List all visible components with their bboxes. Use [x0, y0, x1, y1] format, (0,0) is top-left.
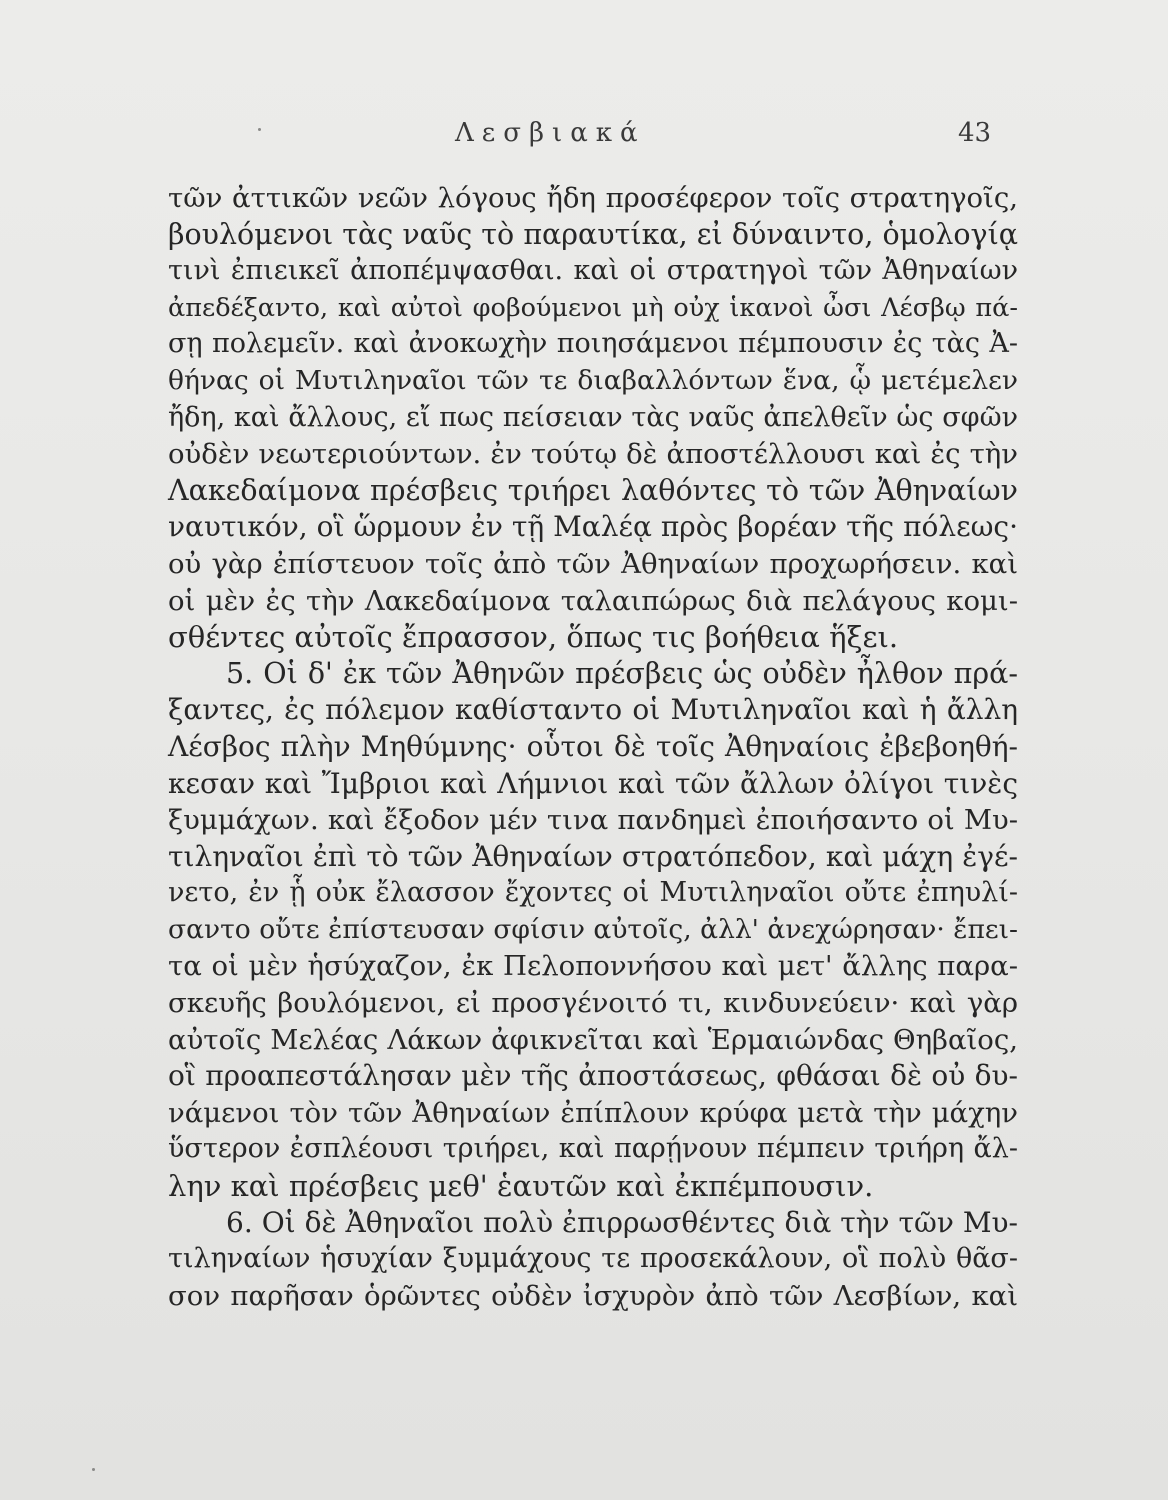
text-line: τιληναίων ἡσυχίαν ξυμμάχους τε προσεκάλουν, οἳ πολὺ θᾶσ-	[168, 1243, 1018, 1275]
text-line: σαντο οὔτε ἐπίστευσαν σφίσιν αὐτοῖς, ἀλλ' ἀνεχώρησαν· ἔπει-	[168, 913, 1018, 945]
text-line: σθέντες αὐτοῖς ἔπρασσον, ὅπως τις βοήθεια ἥξει.	[168, 620, 899, 655]
text-line: κεσαν καὶ Ἴμβριοι καὶ Λήμνιοι καὶ τῶν ἄλλων ὀλίγοι τινὲς	[168, 766, 1018, 800]
text-line: ξαντες, ἐς πόλεμον καθίσταντο οἱ Μυτιληναῖοι καὶ ἡ ἄλλη	[168, 693, 1018, 727]
text-line: ἤδη, καὶ ἄλλους, εἴ πως πείσειαν τὰς ναῦς ἀπελθεῖν ὡς σφῶν	[168, 401, 1018, 433]
text-line: νετο, ἐν ᾗ οὐκ ἔλασσον ἔχοντες οἱ Μυτιληναῖοι οὔτε ἐπηυλί-	[168, 877, 1018, 909]
text-line: οὐδὲν νεωτεριούντων. ἐν τούτῳ δὲ ἀποστέλλουσι καὶ ἐς τὴν	[168, 438, 1018, 471]
text-line: σῃ πολεμεῖν. καὶ ἀνοκωχὴν ποιησάμενοι πέμπουσιν ἐς τὰς Ἀ-	[168, 328, 1018, 360]
running-head-title: Λεσβιακά	[455, 118, 646, 148]
text-line: ναυτικόν, οἳ ὥρμουν ἐν τῇ Μαλέᾳ πρὸς βορέαν τῆς πόλεως·	[168, 510, 1018, 544]
text-line: Λακεδαίμονα πρέσβεις τριήρει λαθόντες τὸ τῶν Ἀθηναίων	[168, 473, 1018, 507]
text-line: 5. Οἱ δ' ἐκ τῶν Ἀθηνῶν πρέσβεις ὡς οὐδὲν ἦλθον πρά-	[226, 656, 1018, 690]
ink-speck	[92, 1468, 95, 1471]
text-line: θήνας οἱ Μυτιληναῖοι τῶν τε διαβαλλόντων ἕνα, ᾧ μετέμελεν	[168, 364, 1018, 396]
text-line: ὕστερον ἐσπλέουσι τριήρει, καὶ παρῄνουν πέμπειν τριήρη ἄλ-	[168, 1133, 1018, 1165]
text-line: σον παρῆσαν ὁρῶντες οὐδὲν ἰσχυρὸν ἀπὸ τῶν Λεσβίων, καὶ	[168, 1279, 1018, 1312]
text-line: τῶν ἀττικῶν νεῶν λόγους ἤδη προσέφερον τοῖς στρατηγοῖς,	[168, 182, 1018, 214]
body-text	[168, 180, 1018, 1314]
text-line: οἳ προαπεστάλησαν μὲν τῆς ἀποστάσεως, φθάσαι δὲ οὐ δυ-	[168, 1059, 1018, 1093]
running-head	[0, 118, 1168, 154]
text-line: ἀπεδέξαντο, καὶ αὐτοὶ φοβούμενοι μὴ οὐχ ἱκανοὶ ὦσι Λέσβῳ πά-	[168, 292, 1018, 323]
text-line: τιληναῖοι ἐπὶ τὸ τῶν Ἀθηναίων στρατόπεδον, καὶ μάχη ἐγέ-	[168, 839, 1018, 873]
text-line: αὐτοῖς Μελέας Λάκων ἀφικνεῖται καὶ Ἑρμαιώνδας Θηβαῖος,	[168, 1023, 1018, 1056]
text-line: 6. Οἱ δὲ Ἀθηναῖοι πολὺ ἐπιρρωσθέντες διὰ τὴν τῶν Μυ-	[226, 1205, 1018, 1239]
text-line: νάμενοι τὸν τῶν Ἀθηναίων ἐπίπλουν κρύφα μετὰ τὴν μάχην	[168, 1096, 1018, 1129]
text-line: οἱ μὲν ἐς τὴν Λακεδαίμονα ταλαιπώρως διὰ πελάγους κομι-	[168, 584, 1018, 617]
text-line: Λέσβος πλὴν Μηθύμνης· οὗτοι δὲ τοῖς Ἀθηναίοις ἐβεβοηθή-	[168, 729, 1018, 763]
text-line: σκευῆς βουλόμενοι, εἰ προσγένοιτό τι, κινδυνεύειν· καὶ γὰρ	[168, 987, 1018, 1020]
text-line: βουλόμενοι τὰς ναῦς τὸ παραυτίκα, εἰ δύναιντο, ὁμολογίᾳ	[168, 217, 1018, 251]
page-number: 43	[958, 118, 992, 148]
text-line: οὐ γὰρ ἐπίστευον τοῖς ἀπὸ τῶν Ἀθηναίων προχωρήσειν. καὶ	[168, 547, 1018, 580]
text-line: ξυμμάχων. καὶ ἔξοδον μέν τινα πανδημεὶ ἐποιήσαντο οἱ Μυ-	[168, 804, 1018, 837]
text-line: τα οἱ μὲν ἡσύχαζον, ἐκ Πελοποννήσου καὶ μετ' ἄλλης παρα-	[168, 950, 1018, 983]
text-line: τινὶ ἐπιεικεῖ ἀποπέμψασθαι. καὶ οἱ στρατηγοὶ τῶν Ἀθηναίων	[168, 255, 1018, 287]
text-line: λην καὶ πρέσβεις μεθ' ἑαυτῶν καὶ ἐκπέμπουσιν.	[168, 1169, 874, 1204]
